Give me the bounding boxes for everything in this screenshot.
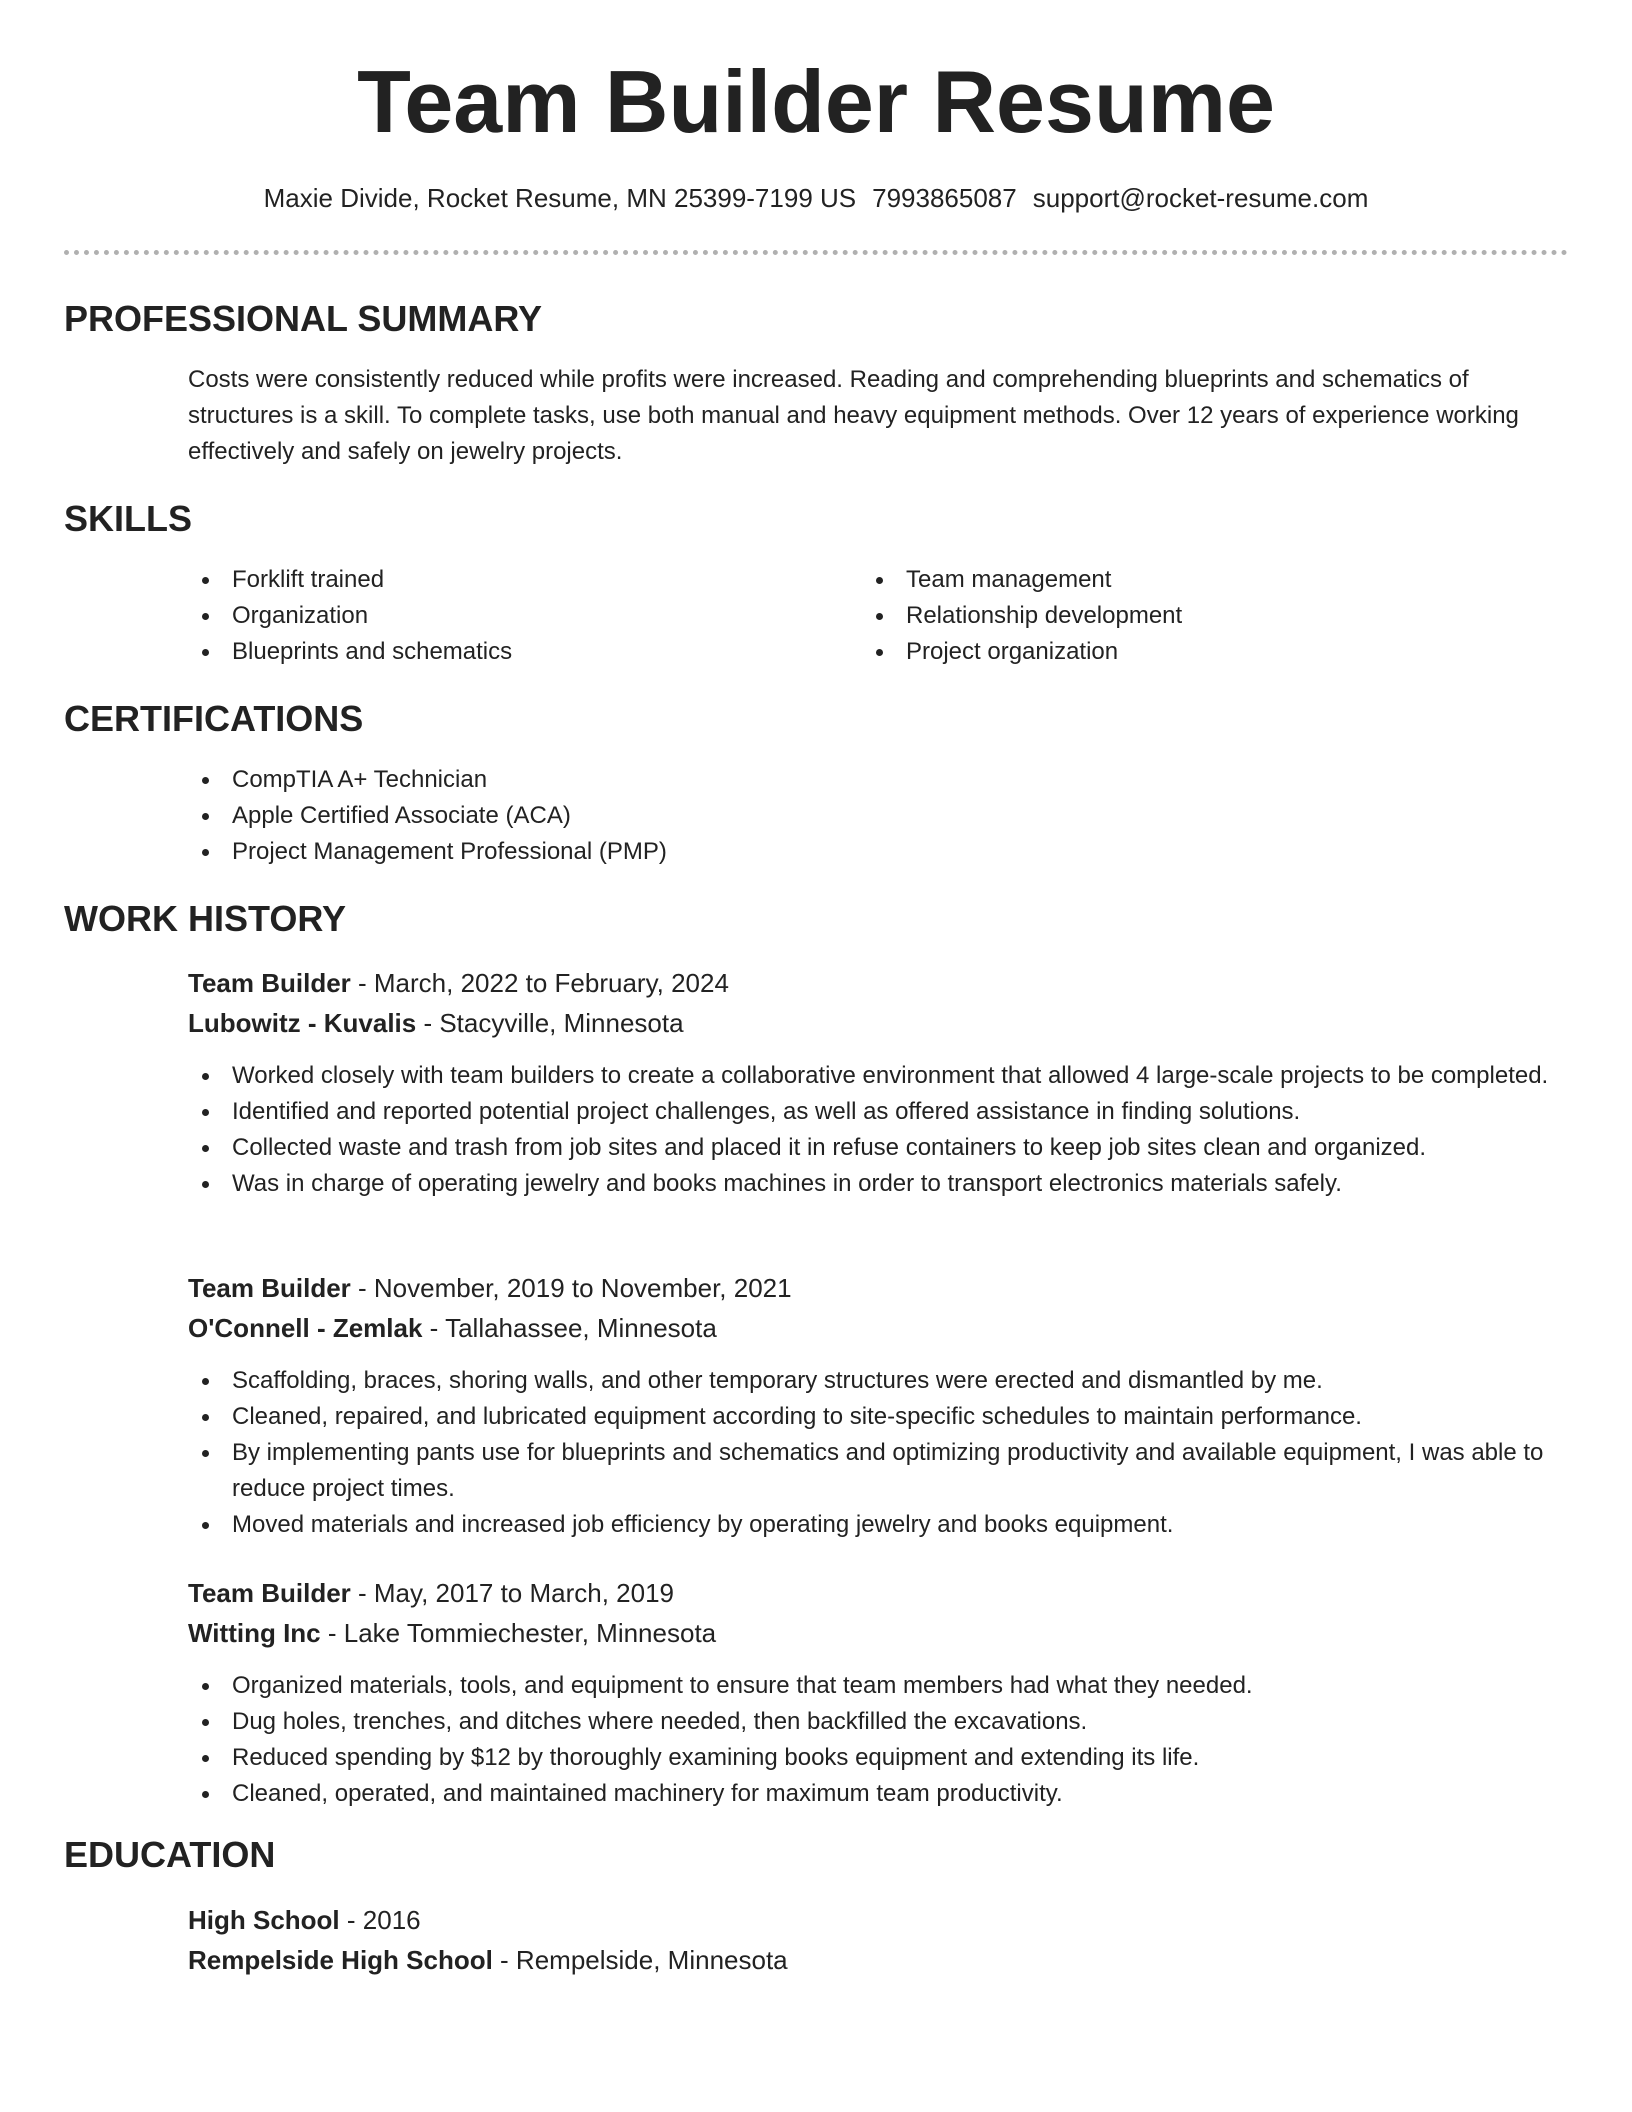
skills-list-left [188,562,828,670]
job-role: Team Builder [188,1578,351,1608]
list-item: Collected waste and trash from job sites and placed it in refuse containers to keep job sites clean and organized. [188,1130,1568,1166]
list-item: Cleaned, operated, and maintained machinery for maximum team productivity. [188,1776,1568,1812]
education-school-line [188,1940,1568,1980]
contact-phone: 7993865087 [872,183,1017,213]
list-item: Apple Certified Associate (ACA) [188,798,1488,834]
list-item: Was in charge of operating jewelry and books machines in order to transport electronics materials safely. [188,1166,1568,1202]
job-title-line [188,1573,1568,1613]
skills-list-right [862,562,1502,670]
list-item: Team management [862,562,1502,598]
section-title-summary: PROFESSIONAL SUMMARY [64,298,543,339]
list-item: Organized materials, tools, and equipment to ensure that team members had what they needed. [188,1668,1568,1704]
education-degree: High School [188,1905,340,1935]
job-dates: - March, 2022 to February, 2024 [350,968,729,998]
list-item: Worked closely with team builders to create a collaborative environment that allowed 4 large-scale projects to be completed. [188,1058,1568,1094]
section-title-education: EDUCATION [64,1834,276,1875]
list-item: Scaffolding, braces, shoring walls, and other temporary structures were erected and dismantled by me. [188,1363,1568,1399]
job-entry [188,1268,1568,1348]
job-bullets [188,1058,1568,1202]
job-entry [188,1573,1568,1653]
certifications-list [188,762,1488,870]
list-item: By implementing pants use for blueprints and schematics and optimizing productivity and available equipment, I was able to reduce project times. [188,1435,1568,1507]
list-item: Moved materials and increased job efficiency by operating jewelry and books equipment. [188,1507,1568,1543]
list-item: Project Management Professional (PMP) [188,834,1488,870]
section-title-certifications: CERTIFICATIONS [64,698,364,739]
job-company: O'Connell - Zemlak [188,1313,423,1343]
list-item: Blueprints and schematics [188,634,828,670]
list-item: CompTIA A+ Technician [188,762,1488,798]
education-school: Rempelside High School [188,1945,493,1975]
education-year: - 2016 [339,1905,421,1935]
contact-address: Maxie Divide, Rocket Resume, MN 25399-7199 US [263,183,857,213]
job-dates: - May, 2017 to March, 2019 [350,1578,675,1608]
job-bullets [188,1363,1568,1543]
list-item: Relationship development [862,598,1502,634]
job-role: Team Builder [188,1273,351,1303]
list-item: Cleaned, repaired, and lubricated equipment according to site-specific schedules to maintain performance. [188,1399,1568,1435]
job-company-line [188,1003,1568,1043]
job-title-line [188,1268,1568,1308]
header-divider [64,250,1568,255]
job-company: Lubowitz - Kuvalis [188,1008,417,1038]
job-company-line [188,1308,1568,1348]
summary-text: Costs were consistently reduced while profits were increased. Reading and comprehending blueprints and schematics of structures is a skill. To complete tasks, use both manual and heavy equipment methods. Over 12 years of experience working effectively and safely on jewelry projects. [188,366,1519,465]
list-item: Reduced spending by $12 by thoroughly examining books equipment and extending its life. [188,1740,1568,1776]
contact-line [0,181,1632,215]
list-item: Dug holes, trenches, and ditches where needed, then backfilled the excavations. [188,1704,1568,1740]
job-location: - Lake Tommiechester, Minnesota [320,1618,717,1648]
contact-email: support@rocket-resume.com [1032,183,1369,213]
list-item: Project organization [862,634,1502,670]
list-item: Organization [188,598,828,634]
list-item: Forklift trained [188,562,828,598]
resume-title: Team Builder Resume [357,52,1275,151]
job-company-line [188,1613,1568,1653]
job-location: - Tallahassee, Minnesota [422,1313,717,1343]
job-title-line [188,963,1568,1003]
job-location: - Stacyville, Minnesota [416,1008,684,1038]
job-entry [188,963,1568,1043]
job-dates: - November, 2019 to November, 2021 [350,1273,792,1303]
job-company: Witting Inc [188,1618,321,1648]
section-title-work-history: WORK HISTORY [64,898,347,939]
job-role: Team Builder [188,968,351,998]
section-title-skills: SKILLS [64,498,193,539]
job-bullets [188,1668,1568,1812]
education-entry [188,1900,1568,1980]
list-item: Identified and reported potential project challenges, as well as offered assistance in finding solutions. [188,1094,1568,1130]
education-degree-line [188,1900,1568,1940]
education-location: - Rempelside, Minnesota [492,1945,788,1975]
